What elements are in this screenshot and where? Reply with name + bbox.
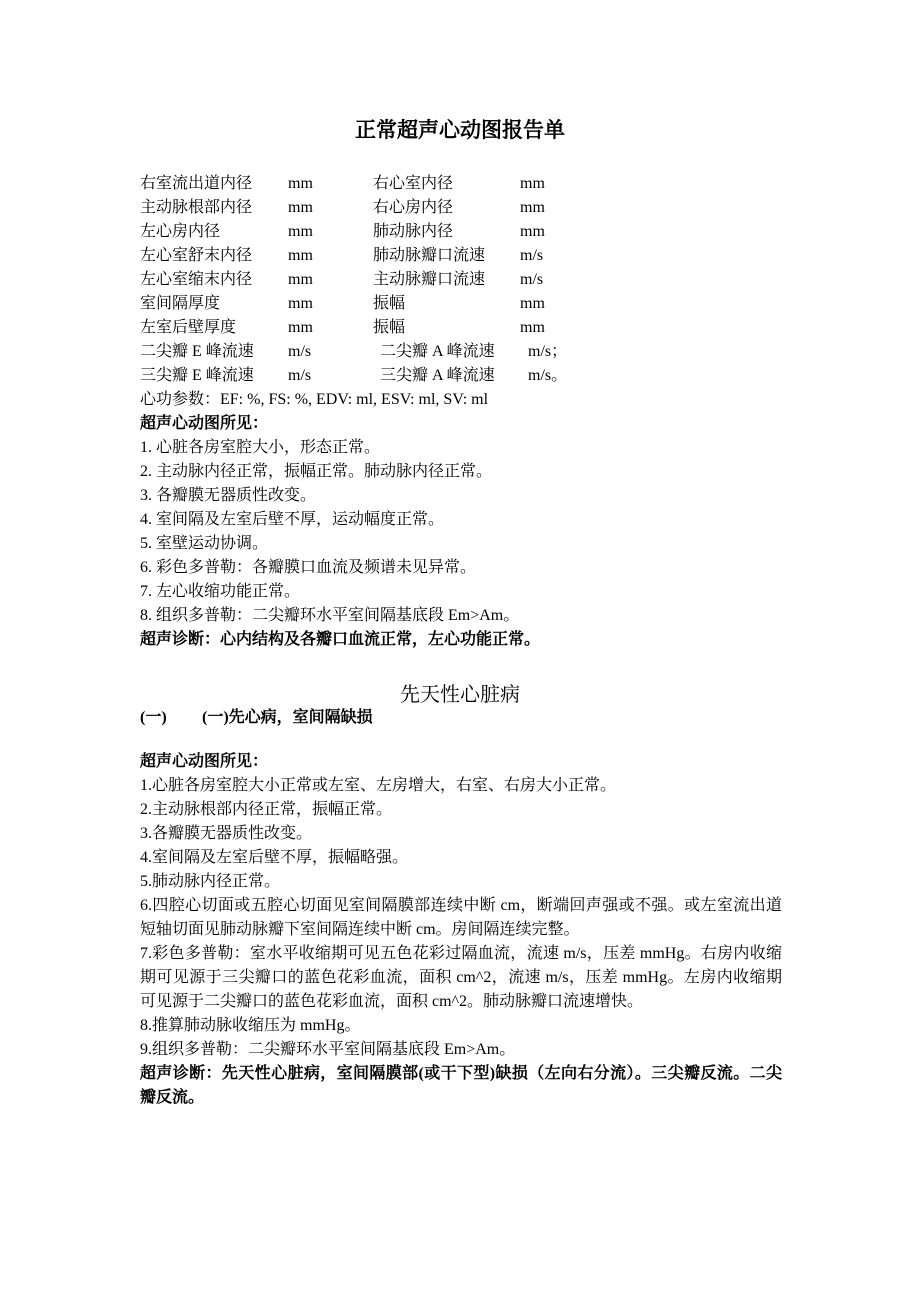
unit-left: m/s [288, 367, 312, 384]
unit-right: mm [520, 295, 545, 312]
diagnosis: 超声诊断：心内结构及各瓣口血流正常，左心功能正常。 [140, 631, 541, 648]
subtitle-text: (一)先心病，室间隔缺损 [202, 709, 373, 726]
measurement-row [140, 220, 782, 244]
finding-item: 7. 左心收缩功能正常。 [140, 583, 301, 600]
finding-item: 7.彩色多普勒：室水平收缩期可见五色花彩过隔血流，流速 m/s，压差 mmHg。右房内收缩期可见源于三尖瓣口的蓝色花彩血流，面积 cm^2，流速 m/s，压差 mmHg。左房内收缩期可见源于二尖瓣口的蓝色花彩血流，面积 cm^2。肺动脉瓣口流速增快。 [140, 945, 782, 1010]
cardiac-params: 心功参数：EF: %, FS: %, EDV: ml, ESV: ml, SV: ml [140, 391, 489, 408]
finding-item: 2.主动脉根部内径正常，振幅正常。 [140, 801, 393, 818]
finding-item: 6.四腔心切面或五腔心切面见室间隔膜部连续中断 cm，断端回声强或不强。或左室流出道短轴切面见肺动脉瓣下室间隔连续中断 cm。房间隔连续完整。 [140, 897, 782, 938]
section2-diagnosis: 超声诊断：先天性心脏病，室间隔膜部(或干下型)缺损（左向右分流）。三尖瓣反流。二尖瓣反流。 [140, 1065, 782, 1106]
unit-left: mm [288, 199, 313, 216]
measurement-row [140, 340, 782, 364]
subtitle-number: (一) [140, 709, 167, 726]
finding-item: 1. 心脏各房室腔大小，形态正常。 [140, 439, 381, 456]
label-right: 振幅 [373, 295, 406, 312]
finding-item: 4. 室间隔及左室后壁不厚，运动幅度正常。 [140, 511, 445, 528]
label-left: 主动脉根部内径 [140, 199, 253, 216]
label-left: 左心房内径 [140, 223, 221, 240]
label-left: 室间隔厚度 [140, 295, 221, 312]
finding-item: 3. 各瓣膜无器质性改变。 [140, 487, 317, 504]
label-right: 主动脉瓣口流速 [373, 271, 486, 288]
finding-item: 3.各瓣膜无器质性改变。 [140, 825, 313, 842]
measurement-row [140, 292, 782, 316]
section2-findings-heading: 超声心动图所见： [140, 753, 269, 770]
label-right: 二尖瓣 A 峰流速 [380, 343, 495, 360]
label-right: 肺动脉瓣口流速 [373, 247, 486, 264]
finding-item: 9.组织多普勒：二尖瓣环水平室间隔基底段 Em>Am。 [140, 1041, 516, 1058]
unit-left: mm [288, 271, 313, 288]
finding-item: 4.室间隔及左室后壁不厚，振幅略强。 [140, 849, 409, 866]
unit-right: m/s。 [528, 367, 568, 384]
section2-findings-list [140, 774, 782, 1062]
label-left: 左室后壁厚度 [140, 319, 237, 336]
unit-right: m/s； [528, 343, 568, 360]
label-left: 右室流出道内径 [140, 175, 253, 192]
unit-left: mm [288, 295, 313, 312]
measurement-row [140, 172, 782, 196]
finding-item: 8.推算肺动脉收缩压为 mmHg。 [140, 1017, 361, 1034]
measurement-row [140, 316, 782, 340]
label-left: 左心室缩末内径 [140, 271, 253, 288]
unit-right: mm [520, 175, 545, 192]
label-left: 左心室舒末内径 [140, 247, 253, 264]
measurement-table [140, 172, 782, 388]
label-right: 振幅 [373, 319, 406, 336]
finding-item: 2. 主动脉内径正常，振幅正常。肺动脉内径正常。 [140, 463, 493, 480]
normal-report-body [140, 172, 782, 652]
unit-left: m/s [288, 343, 312, 360]
unit-right: mm [520, 319, 545, 336]
measurement-row [140, 244, 782, 268]
finding-item: 5.肺动脉内径正常。 [140, 873, 281, 890]
findings-heading: 超声心动图所见： [140, 415, 269, 432]
unit-right: m/s [520, 247, 544, 264]
unit-right: m/s [520, 271, 544, 288]
unit-right: mm [520, 223, 545, 240]
label-right: 右心房内径 [373, 199, 454, 216]
unit-left: mm [288, 175, 313, 192]
unit-left: mm [288, 223, 313, 240]
finding-item: 5. 室壁运动协调。 [140, 535, 269, 552]
measurement-row [140, 196, 782, 220]
unit-right: mm [520, 199, 545, 216]
section2-subtitle [140, 706, 782, 730]
label-right: 肺动脉内径 [373, 223, 454, 240]
section2-body [140, 706, 782, 1110]
section2-title: 先天性心脏病 [400, 684, 520, 706]
report-title: 正常超声心动图报告单 [355, 118, 565, 142]
label-left: 三尖瓣 E 峰流速 [140, 367, 254, 384]
label-right: 右心室内径 [373, 175, 454, 192]
finding-item: 8. 组织多普勒：二尖瓣环水平室间隔基底段 Em>Am。 [140, 607, 520, 624]
finding-item: 6. 彩色多普勒：各瓣膜口血流及频谱未见异常。 [140, 559, 477, 576]
measurement-row [140, 268, 782, 292]
label-right: 三尖瓣 A 峰流速 [380, 367, 495, 384]
measurement-row [140, 364, 782, 388]
unit-left: mm [288, 319, 313, 336]
label-left: 二尖瓣 E 峰流速 [140, 343, 254, 360]
finding-item: 1.心脏各房室腔大小正常或左室、左房增大，右室、右房大小正常。 [140, 777, 617, 794]
findings-list [140, 436, 782, 628]
unit-left: mm [288, 247, 313, 264]
